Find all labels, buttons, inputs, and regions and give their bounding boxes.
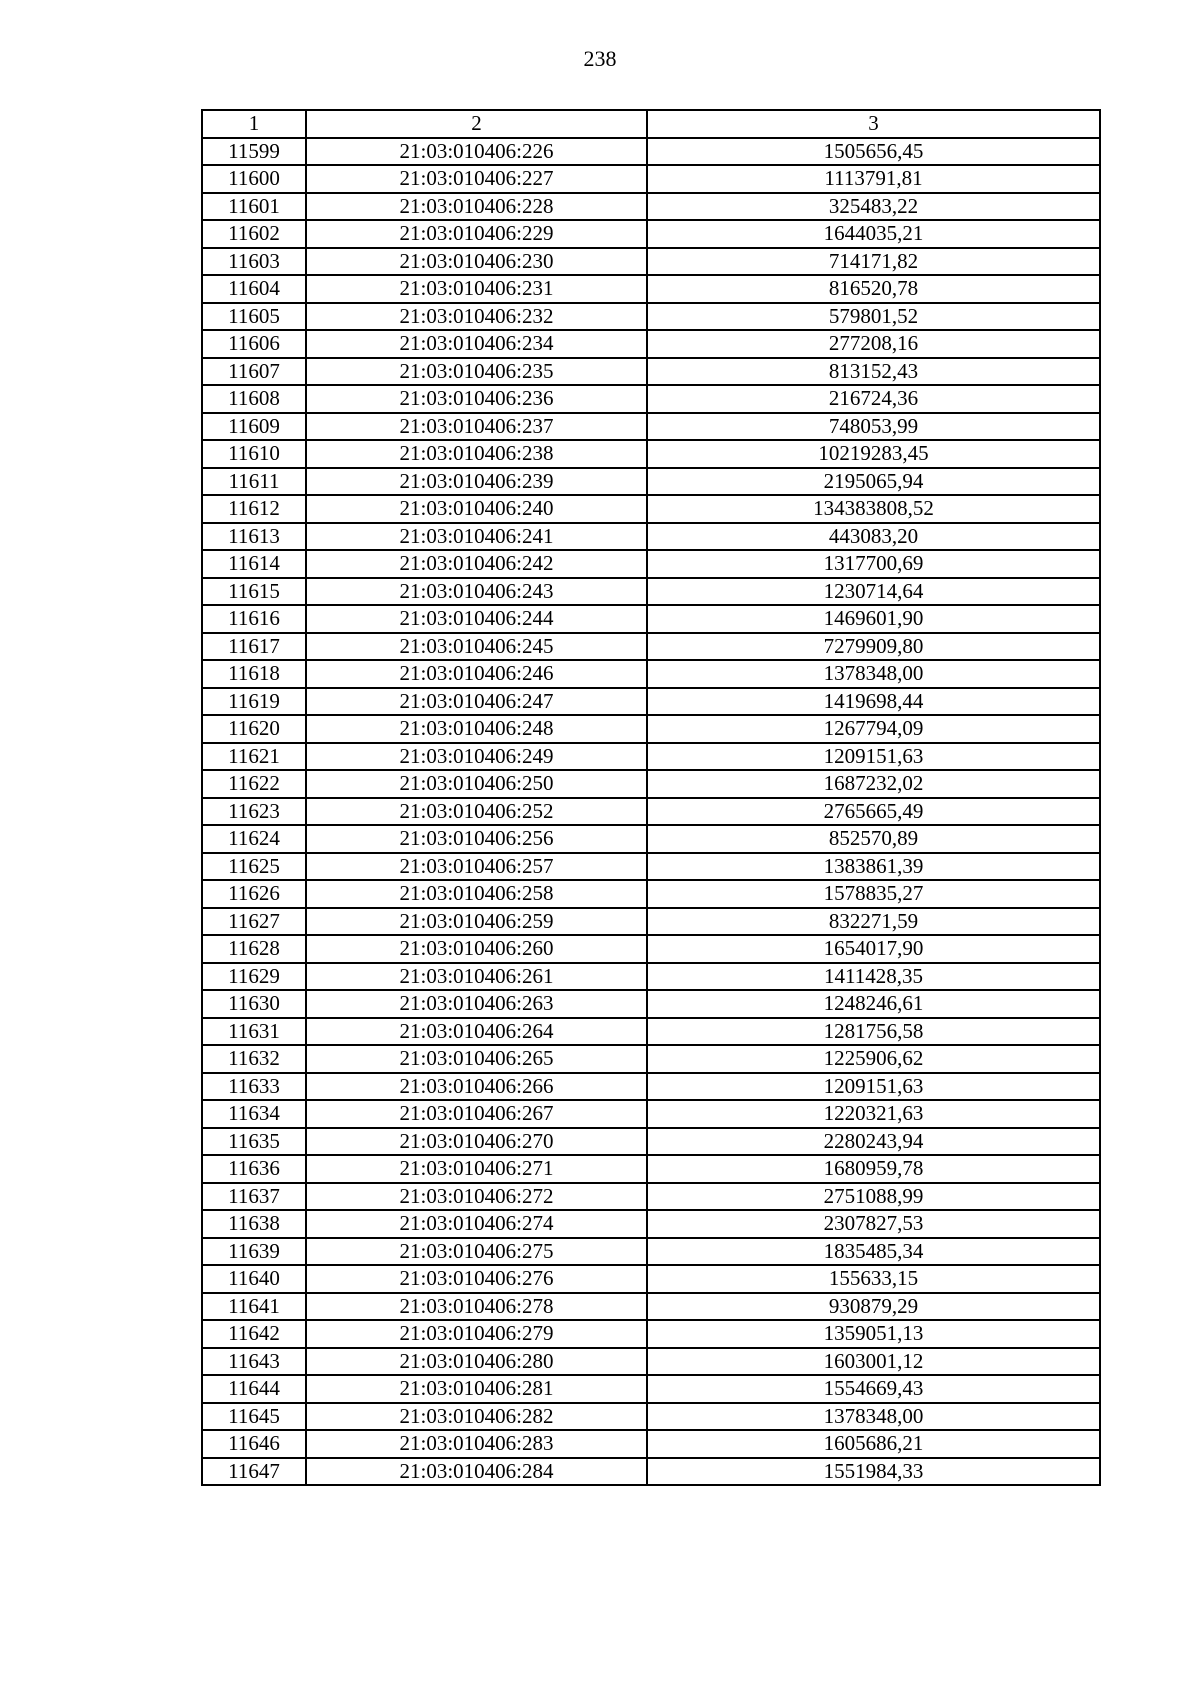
value-cell: 1378348,00: [647, 660, 1100, 688]
row-number-cell: 11616: [202, 605, 306, 633]
value-cell: 1220321,63: [647, 1100, 1100, 1128]
table-row: [202, 1375, 1100, 1403]
value-cell: 930879,29: [647, 1293, 1100, 1321]
table-row: [202, 1018, 1100, 1046]
cadastral-number-cell: 21:03:010406:241: [306, 523, 647, 551]
cadastral-number-cell: 21:03:010406:246: [306, 660, 647, 688]
row-number-cell: 11626: [202, 880, 306, 908]
table-row: [202, 743, 1100, 771]
table-row: [202, 1238, 1100, 1266]
table-row: [202, 1073, 1100, 1101]
table-row: [202, 1183, 1100, 1211]
row-number-cell: 11632: [202, 1045, 306, 1073]
table-row: [202, 193, 1100, 221]
row-number-cell: 11624: [202, 825, 306, 853]
cadastral-number-cell: 21:03:010406:252: [306, 798, 647, 826]
cadastral-number-cell: 21:03:010406:230: [306, 248, 647, 276]
table-row: [202, 715, 1100, 743]
table-row: [202, 413, 1100, 441]
cadastral-number-cell: 21:03:010406:242: [306, 550, 647, 578]
table-row: [202, 770, 1100, 798]
table-row: [202, 1458, 1100, 1486]
table-row: [202, 1128, 1100, 1156]
header-cell-2: 2: [306, 110, 647, 138]
cadastral-number-cell: 21:03:010406:274: [306, 1210, 647, 1238]
cadastral-number-cell: 21:03:010406:240: [306, 495, 647, 523]
row-number-cell: 11646: [202, 1430, 306, 1458]
value-cell: 2751088,99: [647, 1183, 1100, 1211]
value-cell: 443083,20: [647, 523, 1100, 551]
cadastral-number-cell: 21:03:010406:250: [306, 770, 647, 798]
row-number-cell: 11634: [202, 1100, 306, 1128]
row-number-cell: 11606: [202, 330, 306, 358]
value-cell: 816520,78: [647, 275, 1100, 303]
row-number-cell: 11618: [202, 660, 306, 688]
cadastral-number-cell: 21:03:010406:267: [306, 1100, 647, 1128]
cadastral-number-cell: 21:03:010406:265: [306, 1045, 647, 1073]
cadastral-number-cell: 21:03:010406:263: [306, 990, 647, 1018]
row-number-cell: 11623: [202, 798, 306, 826]
header-cell-3: 3: [647, 110, 1100, 138]
table-row: [202, 1348, 1100, 1376]
cadastral-number-cell: 21:03:010406:259: [306, 908, 647, 936]
row-number-cell: 11647: [202, 1458, 306, 1486]
row-number-cell: 11638: [202, 1210, 306, 1238]
row-number-cell: 11604: [202, 275, 306, 303]
table-row: [202, 1265, 1100, 1293]
table-row: [202, 908, 1100, 936]
cadastral-number-cell: 21:03:010406:243: [306, 578, 647, 606]
value-cell: 1209151,63: [647, 743, 1100, 771]
table-row: [202, 248, 1100, 276]
value-cell: 1644035,21: [647, 220, 1100, 248]
value-cell: 1551984,33: [647, 1458, 1100, 1486]
table-row: [202, 688, 1100, 716]
value-cell: 1359051,13: [647, 1320, 1100, 1348]
row-number-cell: 11601: [202, 193, 306, 221]
value-cell: 2280243,94: [647, 1128, 1100, 1156]
row-number-cell: 11617: [202, 633, 306, 661]
table-row: [202, 358, 1100, 386]
value-cell: 1225906,62: [647, 1045, 1100, 1073]
value-cell: 813152,43: [647, 358, 1100, 386]
table-row: [202, 1045, 1100, 1073]
row-number-cell: 11642: [202, 1320, 306, 1348]
cadastral-number-cell: 21:03:010406:226: [306, 138, 647, 166]
cadastral-number-cell: 21:03:010406:270: [306, 1128, 647, 1156]
value-cell: 1605686,21: [647, 1430, 1100, 1458]
row-number-cell: 11620: [202, 715, 306, 743]
data-table: [201, 109, 1101, 1486]
table-row: [202, 385, 1100, 413]
row-number-cell: 11610: [202, 440, 306, 468]
cadastral-number-cell: 21:03:010406:238: [306, 440, 647, 468]
row-number-cell: 11625: [202, 853, 306, 881]
value-cell: 1419698,44: [647, 688, 1100, 716]
row-number-cell: 11644: [202, 1375, 306, 1403]
header-cell-1: 1: [202, 110, 306, 138]
cadastral-number-cell: 21:03:010406:244: [306, 605, 647, 633]
cadastral-number-cell: 21:03:010406:236: [306, 385, 647, 413]
cadastral-number-cell: 21:03:010406:248: [306, 715, 647, 743]
value-cell: 155633,15: [647, 1265, 1100, 1293]
cadastral-number-cell: 21:03:010406:283: [306, 1430, 647, 1458]
row-number-cell: 11643: [202, 1348, 306, 1376]
row-number-cell: 11629: [202, 963, 306, 991]
cadastral-number-cell: 21:03:010406:237: [306, 413, 647, 441]
row-number-cell: 11599: [202, 138, 306, 166]
value-cell: 216724,36: [647, 385, 1100, 413]
value-cell: 1378348,00: [647, 1403, 1100, 1431]
row-number-cell: 11640: [202, 1265, 306, 1293]
row-number-cell: 11613: [202, 523, 306, 551]
row-number-cell: 11628: [202, 935, 306, 963]
row-number-cell: 11637: [202, 1183, 306, 1211]
cadastral-number-cell: 21:03:010406:275: [306, 1238, 647, 1266]
value-cell: 1505656,45: [647, 138, 1100, 166]
table-row: [202, 275, 1100, 303]
row-number-cell: 11605: [202, 303, 306, 331]
row-number-cell: 11603: [202, 248, 306, 276]
value-cell: 2307827,53: [647, 1210, 1100, 1238]
page-number: 238: [583, 46, 617, 71]
table-row: [202, 468, 1100, 496]
value-cell: 1603001,12: [647, 1348, 1100, 1376]
table-row: [202, 990, 1100, 1018]
table-row: [202, 633, 1100, 661]
value-cell: 134383808,52: [647, 495, 1100, 523]
value-cell: 832271,59: [647, 908, 1100, 936]
cadastral-number-cell: 21:03:010406:245: [306, 633, 647, 661]
cadastral-number-cell: 21:03:010406:276: [306, 1265, 647, 1293]
row-number-cell: 11636: [202, 1155, 306, 1183]
row-number-cell: 11619: [202, 688, 306, 716]
cadastral-number-cell: 21:03:010406:258: [306, 880, 647, 908]
table-row: [202, 825, 1100, 853]
cadastral-number-cell: 21:03:010406:249: [306, 743, 647, 771]
cadastral-number-cell: 21:03:010406:232: [306, 303, 647, 331]
table-row: [202, 138, 1100, 166]
cadastral-number-cell: 21:03:010406:261: [306, 963, 647, 991]
row-number-cell: 11635: [202, 1128, 306, 1156]
table-row: [202, 963, 1100, 991]
value-cell: 748053,99: [647, 413, 1100, 441]
row-number-cell: 11614: [202, 550, 306, 578]
table-row: [202, 660, 1100, 688]
cadastral-number-cell: 21:03:010406:234: [306, 330, 647, 358]
row-number-cell: 11622: [202, 770, 306, 798]
value-cell: 1281756,58: [647, 1018, 1100, 1046]
row-number-cell: 11639: [202, 1238, 306, 1266]
cadastral-number-cell: 21:03:010406:256: [306, 825, 647, 853]
row-number-cell: 11600: [202, 165, 306, 193]
row-number-cell: 11608: [202, 385, 306, 413]
table-row: [202, 1320, 1100, 1348]
cadastral-number-cell: 21:03:010406:280: [306, 1348, 647, 1376]
row-number-cell: 11627: [202, 908, 306, 936]
table-row: [202, 1210, 1100, 1238]
cadastral-number-cell: 21:03:010406:257: [306, 853, 647, 881]
cadastral-number-cell: 21:03:010406:235: [306, 358, 647, 386]
table-row: [202, 578, 1100, 606]
value-cell: 1680959,78: [647, 1155, 1100, 1183]
row-number-cell: 11633: [202, 1073, 306, 1101]
value-cell: 1209151,63: [647, 1073, 1100, 1101]
value-cell: 852570,89: [647, 825, 1100, 853]
value-cell: 1411428,35: [647, 963, 1100, 991]
cadastral-number-cell: 21:03:010406:282: [306, 1403, 647, 1431]
value-cell: 277208,16: [647, 330, 1100, 358]
value-cell: 2765665,49: [647, 798, 1100, 826]
row-number-cell: 11612: [202, 495, 306, 523]
value-cell: 1469601,90: [647, 605, 1100, 633]
row-number-cell: 11631: [202, 1018, 306, 1046]
table-row: [202, 220, 1100, 248]
table-row: [202, 303, 1100, 331]
row-number-cell: 11621: [202, 743, 306, 771]
value-cell: 579801,52: [647, 303, 1100, 331]
cadastral-number-cell: 21:03:010406:279: [306, 1320, 647, 1348]
row-number-cell: 11602: [202, 220, 306, 248]
value-cell: 1383861,39: [647, 853, 1100, 881]
table-row: [202, 523, 1100, 551]
value-cell: 1687232,02: [647, 770, 1100, 798]
value-cell: 1113791,81: [647, 165, 1100, 193]
table-row: [202, 165, 1100, 193]
value-cell: 1230714,64: [647, 578, 1100, 606]
cadastral-number-cell: 21:03:010406:264: [306, 1018, 647, 1046]
table-row: [202, 1293, 1100, 1321]
row-number-cell: 11630: [202, 990, 306, 1018]
cadastral-number-cell: 21:03:010406:239: [306, 468, 647, 496]
cadastral-number-cell: 21:03:010406:260: [306, 935, 647, 963]
value-cell: 1317700,69: [647, 550, 1100, 578]
cadastral-number-cell: 21:03:010406:271: [306, 1155, 647, 1183]
table-row: [202, 1100, 1100, 1128]
cadastral-number-cell: 21:03:010406:272: [306, 1183, 647, 1211]
value-cell: 1554669,43: [647, 1375, 1100, 1403]
row-number-cell: 11615: [202, 578, 306, 606]
header-row: [202, 110, 1100, 138]
value-cell: 10219283,45: [647, 440, 1100, 468]
cadastral-number-cell: 21:03:010406:229: [306, 220, 647, 248]
table-row: [202, 1155, 1100, 1183]
value-cell: 325483,22: [647, 193, 1100, 221]
row-number-cell: 11611: [202, 468, 306, 496]
value-cell: 1654017,90: [647, 935, 1100, 963]
table-row: [202, 853, 1100, 881]
value-cell: 1248246,61: [647, 990, 1100, 1018]
table-row: [202, 935, 1100, 963]
cadastral-number-cell: 21:03:010406:266: [306, 1073, 647, 1101]
table-row: [202, 495, 1100, 523]
table-row: [202, 550, 1100, 578]
table-row: [202, 798, 1100, 826]
cadastral-number-cell: 21:03:010406:281: [306, 1375, 647, 1403]
cadastral-number-cell: 21:03:010406:284: [306, 1458, 647, 1486]
table-row: [202, 880, 1100, 908]
row-number-cell: 11641: [202, 1293, 306, 1321]
value-cell: 7279909,80: [647, 633, 1100, 661]
value-cell: 1578835,27: [647, 880, 1100, 908]
row-number-cell: 11645: [202, 1403, 306, 1431]
cadastral-number-cell: 21:03:010406:247: [306, 688, 647, 716]
value-cell: 1835485,34: [647, 1238, 1100, 1266]
cadastral-number-cell: 21:03:010406:231: [306, 275, 647, 303]
table-body: [202, 138, 1100, 1486]
cadastral-number-cell: 21:03:010406:278: [306, 1293, 647, 1321]
value-cell: 714171,82: [647, 248, 1100, 276]
table-row: [202, 605, 1100, 633]
cadastral-number-cell: 21:03:010406:228: [306, 193, 647, 221]
table-row: [202, 1430, 1100, 1458]
value-cell: 1267794,09: [647, 715, 1100, 743]
value-cell: 2195065,94: [647, 468, 1100, 496]
row-number-cell: 11607: [202, 358, 306, 386]
cadastral-number-cell: 21:03:010406:227: [306, 165, 647, 193]
row-number-cell: 11609: [202, 413, 306, 441]
table-row: [202, 1403, 1100, 1431]
table-row: [202, 440, 1100, 468]
table-row: [202, 330, 1100, 358]
